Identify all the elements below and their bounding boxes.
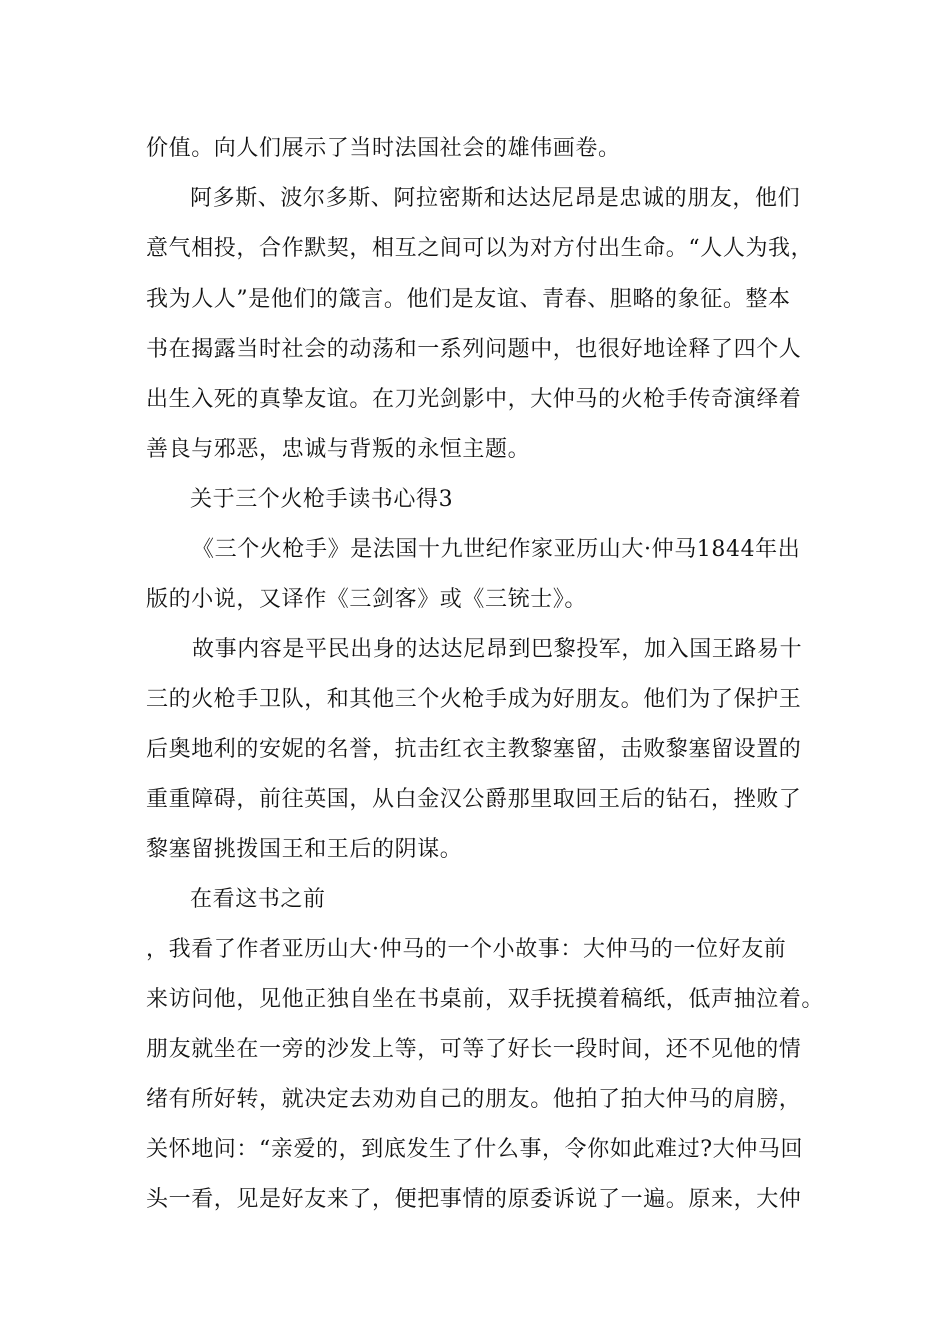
text-line: ，我看了作者亚历山大·仲马的一个小故事：大仲马的一位好友前 bbox=[146, 937, 787, 962]
text-line: 在看这书之前 bbox=[190, 887, 326, 912]
text-line: 后奥地利的安妮的名誉，抗击红衣主教黎塞留，击败黎塞留设置的 bbox=[146, 737, 802, 762]
text-line: 重重障碍，前往英国，从白金汉公爵那里取回王后的钻石，挫败了 bbox=[146, 787, 802, 812]
text-line: 头一看，见是好友来了，便把事情的原委诉说了一遍。原来，大仲 bbox=[146, 1187, 802, 1212]
text-line: 朋友就坐在一旁的沙发上等，可等了好长一段时间，还不见他的情 bbox=[146, 1037, 802, 1062]
text-line: 书在揭露当时社会的动荡和一系列问题中，也很好地诠释了四个人 bbox=[146, 337, 802, 362]
text-line: 出生入死的真挚友谊。在刀光剑影中，大仲马的火枪手传奇演绎着 bbox=[146, 387, 802, 412]
text-line: 故事内容是平民出身的达达尼昂到巴黎投军，加入国王路易十 bbox=[192, 637, 803, 662]
text-line: 绪有所好转，就决定去劝劝自己的朋友。他拍了拍大仲马的肩膀， bbox=[146, 1087, 802, 1112]
text-line: 黎塞留挑拨国王和王后的阴谋。 bbox=[146, 837, 463, 862]
text-line: 我为人人”是他们的箴言。他们是友谊、青春、胆略的象征。整本 bbox=[146, 287, 791, 312]
text-line: 价值。向人们展示了当时法国社会的雄伟画卷。 bbox=[146, 136, 621, 161]
section-heading: 关于三个火枪手读书心得3 bbox=[190, 487, 454, 512]
text-line: 来访问他，见他正独自坐在书桌前，双手抚摸着稿纸，低声抽泣着。 bbox=[146, 987, 825, 1012]
text-line: 阿多斯、波尔多斯、阿拉密斯和达达尼昂是忠诚的朋友，他们 bbox=[190, 186, 801, 211]
text-line: 善良与邪恶，忠诚与背叛的永恒主题。 bbox=[146, 437, 531, 462]
text-line: 《三个火枪手》是法国十九世纪作家亚历山大·仲马1844年出 bbox=[192, 537, 801, 562]
text-line: 版的小说，又译作《三剑客》或《三铳士》。 bbox=[146, 587, 588, 612]
text-line: 三的火枪手卫队，和其他三个火枪手成为好朋友。他们为了保护王 bbox=[146, 687, 802, 712]
text-line: 意气相投，合作默契，相互之间可以为对方付出生命。“人人为我， bbox=[146, 236, 814, 261]
text-line: 关怀地问：“亲爱的，到底发生了什么事，令你如此难过?大仲马回 bbox=[146, 1137, 804, 1162]
